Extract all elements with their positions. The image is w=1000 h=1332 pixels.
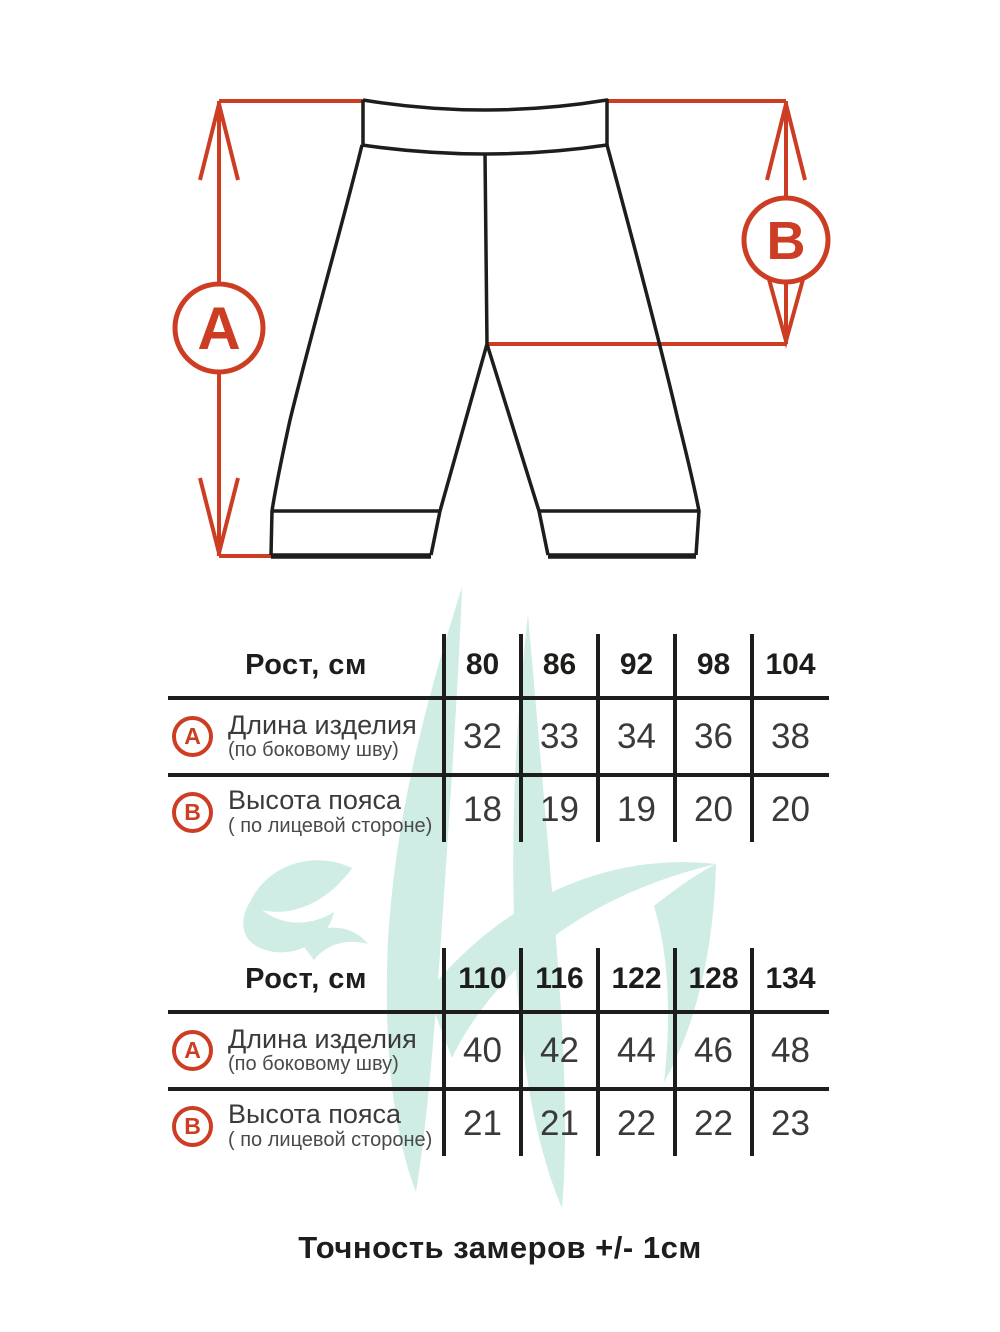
left-outer-leg — [271, 145, 362, 555]
column-header-size: 92 — [619, 648, 654, 681]
row-label-main: Длина изделия — [228, 1023, 417, 1054]
measure-b-letter: B — [766, 211, 806, 271]
table-value: 18 — [463, 789, 502, 829]
row-label-sub: ( по лицевой стороне) — [228, 814, 433, 837]
table-value: 40 — [463, 1030, 502, 1070]
column-header-size: 80 — [465, 648, 500, 681]
table-value: 32 — [463, 716, 502, 756]
table-value: 33 — [540, 716, 579, 756]
row-label-sub: ( по лицевой стороне) — [228, 1128, 433, 1151]
center-front-seam — [485, 153, 487, 344]
table-value: 22 — [617, 1103, 656, 1143]
row-label-main: Длина изделия — [228, 709, 417, 740]
row-label-text — [228, 786, 432, 837]
row-label-waist — [172, 1091, 440, 1161]
row-label-length — [172, 700, 440, 773]
row-label-text — [228, 1025, 417, 1076]
table-value: 21 — [463, 1103, 502, 1143]
column-header-size: 134 — [765, 962, 816, 995]
table-value: 34 — [617, 716, 656, 756]
measure-b-badge: B — [172, 792, 213, 833]
column-header-size: 128 — [688, 962, 739, 995]
row-label-sub: (по боковому шву) — [228, 1053, 399, 1076]
table-value: 42 — [540, 1030, 579, 1070]
table-value: 20 — [694, 789, 733, 829]
measure-a-badge: A — [172, 1030, 213, 1071]
row-label-text — [228, 711, 417, 762]
measure-a-letter: A — [197, 295, 241, 362]
right-inner-leg — [487, 344, 548, 555]
table-value: 19 — [540, 789, 579, 829]
row-label-waist — [172, 777, 440, 847]
measure-a-badge: A — [172, 716, 213, 757]
measure-b-badge: B — [172, 1106, 213, 1147]
column-header-size: 104 — [765, 648, 816, 681]
column-header-size: 116 — [535, 962, 584, 995]
table-value: 44 — [617, 1030, 656, 1070]
left-inner-leg — [431, 344, 487, 555]
size-table-80-104 — [168, 634, 829, 842]
size-table-110-134 — [168, 948, 829, 1156]
column-header-size: 122 — [611, 962, 662, 995]
row-label-sub: (по боковому шву) — [228, 739, 399, 762]
table-value: 48 — [771, 1030, 810, 1070]
table-value: 20 — [771, 789, 810, 829]
column-header-size: 98 — [696, 648, 731, 681]
table-value: 22 — [694, 1103, 733, 1143]
column-header-height: Рост, см — [245, 962, 367, 995]
row-label-main: Высота пояса — [228, 1099, 401, 1130]
column-header-size: 86 — [542, 648, 577, 681]
table-value: 38 — [771, 716, 810, 756]
column-header-size: 110 — [458, 962, 507, 995]
row-label-length — [172, 1014, 440, 1087]
table-value: 36 — [694, 716, 733, 756]
shorts-diagram — [0, 0, 1000, 600]
tolerance-note: Точность замеров +/- 1см — [298, 1230, 702, 1265]
table-value: 19 — [617, 789, 656, 829]
row-label-main: Высота пояса — [228, 785, 401, 816]
row-label-text — [228, 1100, 432, 1151]
table-value: 23 — [771, 1103, 810, 1143]
table-value: 46 — [694, 1030, 733, 1070]
right-outer-leg — [607, 145, 699, 555]
waistband-outline — [362, 100, 607, 154]
table-value: 21 — [540, 1103, 579, 1143]
column-header-height: Рост, см — [245, 648, 367, 681]
